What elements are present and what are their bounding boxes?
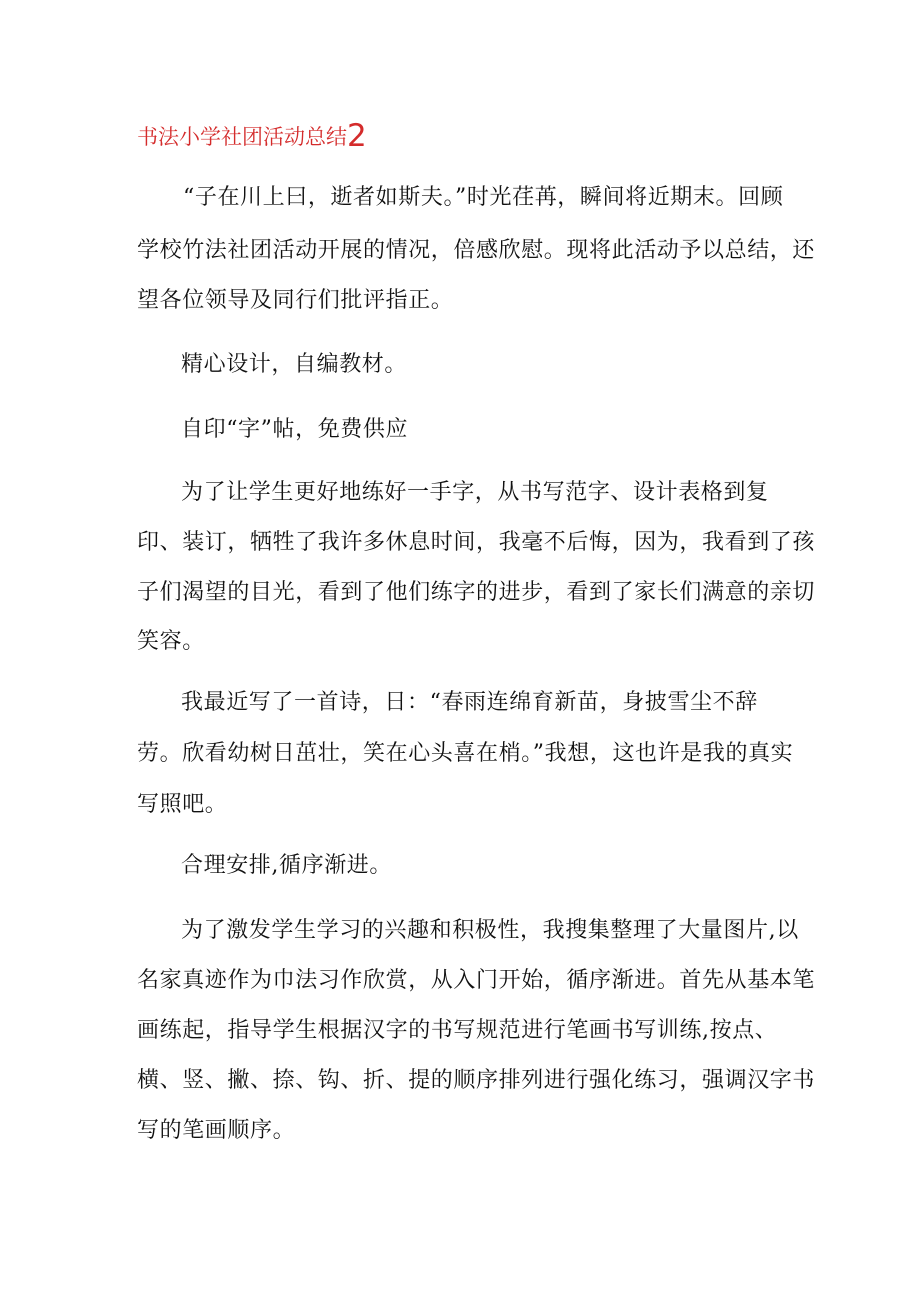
title-text: 书法小学社团活动总结: [137, 125, 347, 149]
paragraph-line: 横、竖、撇、捺、钩、折、提的顺序排列进行强化练习，强调汉字书: [137, 1068, 816, 1093]
paragraph-line: 劳。欣看幼树日茁壮，笑在心头喜在梢。”我想，这也许是我的真实: [137, 741, 794, 766]
paragraph-line: 为了让学生更好地练好一手字，从书写范字、设计表格到复: [181, 480, 769, 505]
paragraph-line: 笑容。: [137, 629, 205, 654]
paragraph-line: “子在川上曰，逝者如斯夫。”时光荏苒，瞬间将近期末。回顾: [183, 185, 784, 210]
paragraph-line: 印、装订，牺牲了我许多休息时间，我毫不后悔，因为，我看到了孩: [137, 530, 816, 555]
document-title: [137, 114, 367, 161]
paragraph-line: 名家真迹作为巾法习作欣赏，从入门开始，循序渐进。首先从基本笔: [137, 968, 816, 993]
paragraph-line: 子们渴望的目光，看到了他们练字的进步，看到了家长们满意的亲切: [137, 580, 816, 605]
paragraph-line: 我最近写了一首诗，日：“春雨连绵育新苗，身披雪尘不辞: [181, 690, 758, 715]
paragraph-line: 为了激发学生学习的兴趣和积极性，我搜集整理了大量图片,以: [181, 918, 799, 943]
paragraph-line: 写照吧。: [137, 792, 228, 817]
section-heading: 合理安排,循序渐进。: [181, 853, 392, 878]
paragraph-line: 画练起，指导学生根据汉字的书写规范进行笔画书写训练,按点、: [137, 1018, 778, 1043]
section-heading: 自印“字”帖，免费供应: [181, 417, 409, 442]
section-heading: 精心设计，自编教材。: [181, 352, 408, 377]
paragraph-line: 望各位领导及同行们批评指正。: [137, 288, 454, 313]
paragraph-line: 写的笔画顺序。: [137, 1118, 296, 1143]
paragraph-line: 学校竹法社团活动开展的情况，倍感欣慰。现将此活动予以总结，还: [137, 238, 816, 263]
title-number: 2: [347, 118, 367, 154]
